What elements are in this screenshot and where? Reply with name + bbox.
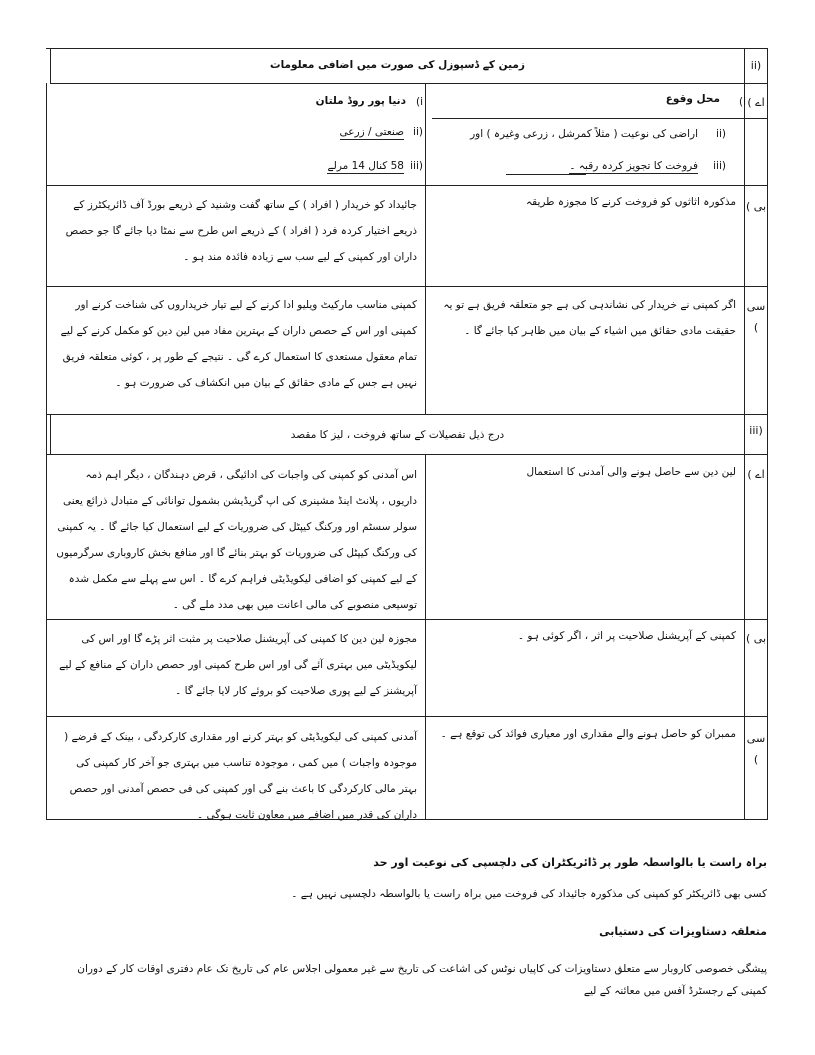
- table-border-right: [767, 48, 768, 820]
- documents-text: پیشگی خصوصی کاروبار سے متعلق دستاویزات کی کاپیاں نوٹس کی اشاعت کی تاریخ سے غیر معمولی اجلاس عام کی تاریخ تک عام دفتری اوقات کار کے دوران کمپنی کے رجسٹرڈ آفس میں معائنہ کے لیے: [77, 963, 767, 997]
- a2-land-type: صنعتی / زرعی: [339, 126, 404, 138]
- section-ii-label: (ii: [750, 59, 762, 72]
- rule: [506, 174, 586, 175]
- row-b-answer: جائیداد کو خریدار ( افراد ) کے ساتھ گفت وشنید کے ذریعے بورڈ آف ڈائریکٹرز کے ذریعے اختیار کردہ فرد ( افراد ) کے ذریعے اس طرح سے نمٹا دیا جائے گا جو حصص داران اور کمپنی کے لیے سب سے زیادہ فائدہ مند ہو ۔: [65, 199, 417, 263]
- documents-heading: متعلقہ دستاویزات کی دستیابی: [599, 925, 767, 938]
- iii-row-b-label: بی ): [745, 632, 767, 645]
- rule: [46, 286, 768, 287]
- rule: [46, 716, 768, 717]
- rule: [50, 83, 768, 84]
- rule: [46, 185, 768, 186]
- interest-heading: براہ راست یا بالواسطہ طور پر ڈائریکٹران کی دلچسپی کی نوعیت اور حد: [373, 856, 767, 869]
- row-b-question: مذکورہ اثاثوں کو فروخت کرنے کا مجوزہ طریقہ: [526, 196, 736, 208]
- row-c-question: اگر کمپنی نے خریدار کی نشاندہی کی ہے جو متعلقہ فریق ہے تو یہ حقیقت مادی حقائق میں اشیاء کے بیان میں ظاہر کیا جائے گا ۔: [443, 299, 736, 337]
- rule: [46, 454, 768, 455]
- rule: [432, 118, 768, 119]
- a1-location: دنیا پور روڈ ملتان: [315, 95, 406, 107]
- rule: [46, 414, 768, 415]
- q1-num: i): [738, 96, 746, 108]
- rule: [46, 619, 768, 620]
- q2-num: (ii: [716, 128, 726, 140]
- a2-num: (ii: [413, 126, 423, 138]
- iii-row-a-label: اے ): [747, 468, 765, 481]
- q3-proposed-area: فروخت کا تجویز کردہ رقبہ ۔: [569, 160, 698, 172]
- a1-num: i): [415, 96, 423, 108]
- row-c-answer: کمپنی مناسب مارکیٹ ویلیو ادا کرنے کے لیے تیار خریداروں کی شناخت کرنے اور کمپنی اور اس کے حصص داران کے بہترین مفاد میں لین دین کو مکمل کرنے کے لیے تمام معقول مستعدی کا استعمال کرے گی ۔ نتیجے کے طور پر ، کوئی متعلقہ فریق نہیں ہے جس کے مادی حقائق کے بیان میں انکشاف کی ضرورت ہو ۔: [60, 299, 417, 389]
- q1-location: محل وقوع: [665, 93, 720, 105]
- iii-row-b-answer: مجوزہ لین دین کا کمپنی کی آپریشنل صلاحیت پر مثبت اثر پڑے گا اور اس کی لیکویڈیٹی میں بہتری آئے گی اور اس طرح کمپنی اور حصص داران کے منافع کے لیے آپریشنز کے لیے پوری صلاحیت کو بروئے کار لایا جائے گا ۔: [59, 633, 417, 697]
- row-b-label: بی ): [745, 200, 767, 213]
- row-a-label: اے ): [747, 96, 765, 109]
- section-ii-heading: زمین کے ڈسپوزل کی صورت میں اضافی معلومات: [270, 59, 525, 71]
- iii-row-c-label: سی ): [746, 732, 766, 766]
- iii-row-b-question: کمپنی کے آپریشنل صلاحیت پر اثر ، اگر کوئی ہو ۔: [517, 630, 736, 642]
- iii-row-a-question: لین دین سے حاصل ہونے والی آمدنی کا استعمال: [526, 466, 736, 478]
- a3-area: 58 کنال 14 مرلے: [327, 160, 404, 172]
- a3-num: (iii: [410, 160, 423, 172]
- rule: [744, 84, 745, 414]
- section-iii-label: (iii: [749, 424, 763, 437]
- iii-row-a-answer: اس آمدنی کو کمپنی کی واجبات کی ادائیگی ، قرض دہندگان ، دیگر اہم ذمہ داریوں ، پلانٹ اینڈ مشینری کی اپ گریڈیشن بشمول توانائی کے متبادل ذرائع یعنی سولر سسٹم اور ورکنگ کیپٹل کی ضروریات کے لیے استعمال کیا جائے گا ۔ یہ کمپنی کی ورکنگ کیپٹل کی ضروریات کو بہتر بنائے گا اور منافع بخش کاروباری سرگرمیوں کے لیے کمپنی کو اضافی لیکویڈیٹی فراہم کرے گا ۔ اس سے پہلے سے مکمل شدہ توسیعی منصوبے کی مالی اعانت میں بھی مدد ملے گی ۔: [56, 469, 417, 611]
- details-table: [46, 48, 768, 820]
- iii-row-c-answer: آمدنی کمپنی کی لیکویڈیٹی کو بہتر کرنے اور مقداری کارکردگی ، بینک کے قرضے ( موجودہ واجبات ) میں کمی ، موجودہ تناسب میں بہتری جو آخر کار کمپنی کی بہتر مالی کارکردگی کا باعث بنے گی اور کمپنی کی فی حصص آمدنی اور حصص داران کی قدر میں اضافے میں معاون ثابت ہوگی ۔: [64, 731, 417, 821]
- q3-num: (iii: [713, 160, 726, 172]
- row-c-label: سی ): [746, 300, 766, 334]
- interest-text: کسی بھی ڈائریکٹر کو کمپنی کی مذکورہ جائیداد کی فروخت میں براہ راست یا بالواسطہ دلچسپی نہیں ہے ۔: [291, 888, 767, 900]
- section-iii-heading: درج ذیل تفصیلات کے ساتھ فروخت ، لیز کا مقصد: [290, 429, 505, 441]
- q2-land-nature: اراضی کی نوعیت ( مثلاً کمرشل ، زرعی وغیرہ ) اور: [470, 128, 698, 140]
- iii-row-c-question: ممبران کو حاصل ہونے والے مقداری اور معیاری فوائد کی توقع ہے ۔: [440, 728, 736, 740]
